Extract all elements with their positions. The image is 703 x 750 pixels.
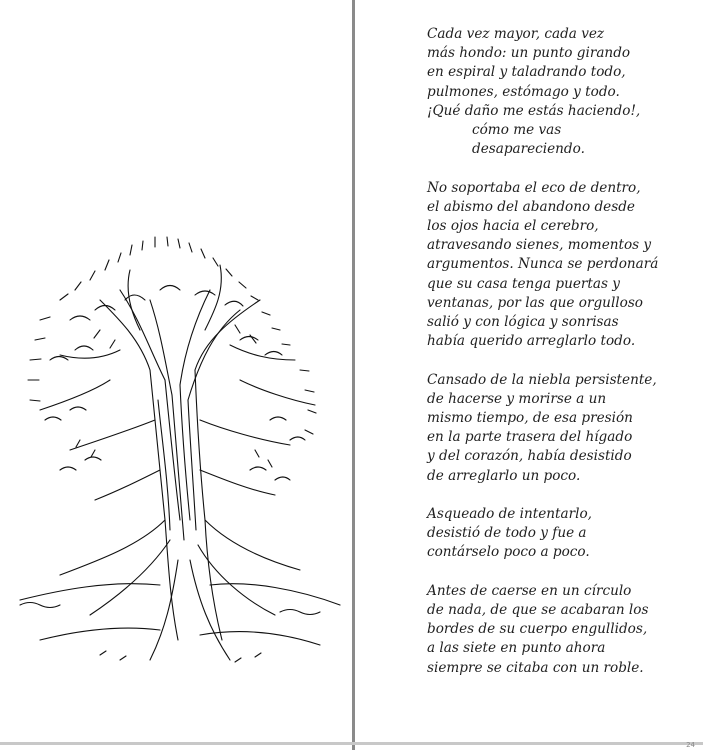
- poem-line: No soportaba el eco de dentro,: [427, 179, 641, 196]
- poem-text: [427, 25, 697, 697]
- poem-line: cómo me vas: [472, 122, 562, 139]
- poem-line: Asqueado de intentarlo,: [427, 506, 592, 523]
- poem-line: desistió de todo y fue a: [427, 525, 587, 542]
- poem-line: argumentos. Nunca se perdonará: [427, 256, 659, 273]
- poem-line: pulmones, estómago y todo.: [427, 83, 620, 100]
- poem-line: a las siete en punto ahora: [427, 640, 606, 657]
- poem-line: que su casa tenga puertas y: [427, 275, 620, 292]
- poem-line: desapareciendo.: [472, 141, 585, 158]
- poem-line: mismo tiempo, de esa presión: [427, 410, 633, 427]
- poem-line: los ojos hacia el cerebro,: [427, 218, 599, 235]
- poem-stanza: [427, 371, 697, 486]
- poem-line: bordes de su cuerpo engullidos,: [427, 621, 648, 638]
- poem-line: en espiral y taladrando todo,: [427, 64, 626, 81]
- poem-line: Antes de caerse en un círculo: [427, 582, 632, 599]
- poem-line: ventanas, por las que orgulloso: [427, 294, 643, 311]
- poem-line: contárselo poco a poco.: [427, 544, 590, 561]
- poem-line: había querido arreglarlo todo.: [427, 333, 636, 350]
- poem-line: de hacerse y morirse a un: [427, 390, 607, 407]
- page-bottom-edge: [0, 742, 703, 745]
- poem-line: el abismo del abandono desde: [427, 198, 635, 215]
- poem-line: en la parte trasera del hígado: [427, 429, 633, 446]
- poem-stanza: [427, 179, 697, 352]
- poem-line: ¡Qué daño me estás haciendo!,: [427, 102, 641, 119]
- poem-line: Cansado de la niebla persistente,: [427, 371, 657, 388]
- poem-line: atravesando sienes, momentos y: [427, 237, 652, 254]
- poem-line: siempre se citaba con un roble.: [427, 659, 644, 676]
- poem-stanza: [427, 25, 697, 159]
- poem-line: salió y con lógica y sonrisas: [427, 314, 619, 331]
- poem-line: de nada, de que se acabaran los: [427, 602, 649, 619]
- poem-stanza: [427, 582, 697, 678]
- poem-stanza: [427, 505, 697, 563]
- poem-line: de arreglarlo un poco.: [427, 467, 581, 484]
- poem-line: Cada vez mayor, cada vez: [427, 26, 605, 42]
- poem-line: más hondo: un punto girando: [427, 45, 631, 62]
- poem-line: y del corazón, había desistido: [427, 448, 632, 465]
- page-number: 24: [686, 741, 695, 749]
